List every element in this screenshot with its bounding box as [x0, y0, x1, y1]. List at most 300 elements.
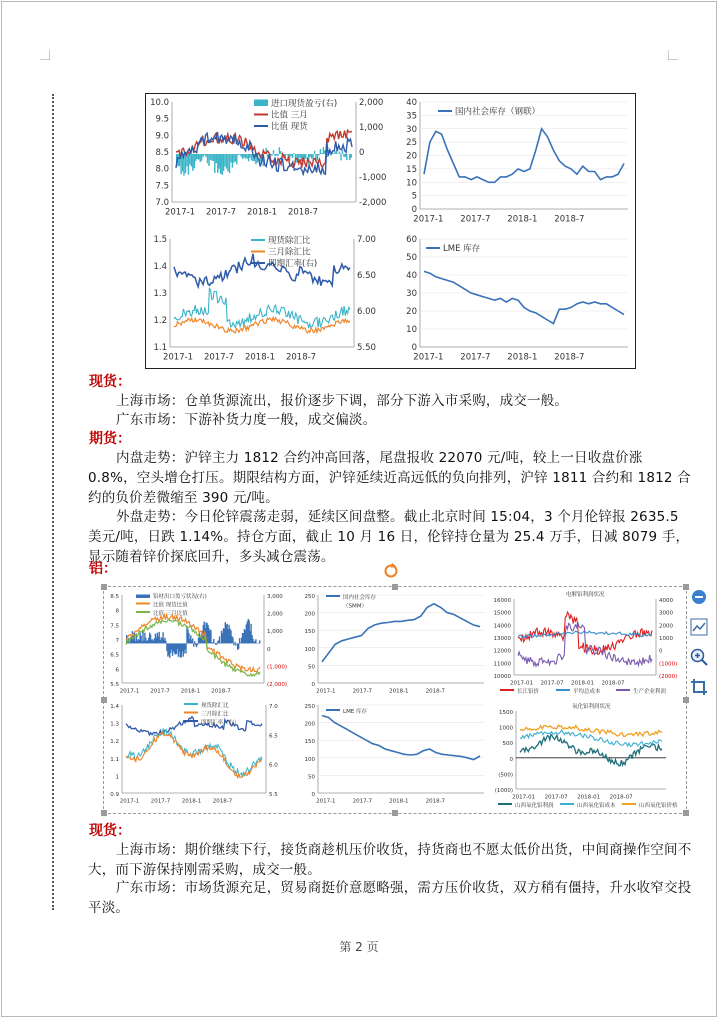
- y-tick-label: 1500: [499, 710, 513, 716]
- zinc-figure[interactable]: [145, 93, 636, 369]
- data-bar: [191, 154, 192, 166]
- y-tick-label: 50: [406, 253, 417, 263]
- x-tick-label: 2017-1: [316, 688, 336, 695]
- data-bar: [277, 154, 278, 156]
- legend-label: 比值 三月: [271, 110, 308, 121]
- y-tick-label: 200: [304, 721, 315, 728]
- data-bar: [314, 151, 315, 154]
- x-tick-label: 2018-1: [244, 352, 276, 363]
- data-bar: [245, 154, 246, 158]
- series-line: [126, 717, 262, 735]
- crop-icon[interactable]: [689, 677, 709, 697]
- data-bar: [204, 154, 205, 155]
- x-tick-label: 2018-7: [212, 798, 233, 805]
- legend-label: 进口现货盈亏(右): [271, 99, 338, 109]
- y2-tick-label: (2,000): [267, 682, 288, 688]
- y2-tick-label: 7.0: [269, 704, 278, 710]
- y-tick-label: 14000: [494, 623, 511, 630]
- y2-tick-label: (1,000): [267, 664, 288, 671]
- data-bar: [233, 643, 234, 645]
- legend-label: 现货除汇比: [268, 236, 311, 246]
- y-tick-label: 1.1: [110, 756, 119, 763]
- y-tick-label: 0: [411, 205, 417, 215]
- data-bar: [310, 154, 311, 157]
- zinc-chart-lme-stock: [396, 231, 634, 366]
- data-bar: [235, 643, 236, 645]
- data-bar: [213, 639, 214, 644]
- x-tick-label: 2017-7: [150, 688, 170, 695]
- data-bar: [197, 643, 198, 645]
- x-tick-label: 2018-1: [181, 798, 202, 805]
- data-bar: [214, 643, 215, 644]
- y2-tick-label: 5.50: [357, 343, 376, 353]
- al-chart-lme-stock: [300, 701, 490, 811]
- data-bar: [188, 154, 189, 175]
- y-tick-label: 1: [115, 774, 119, 781]
- y-tick-label: 0: [509, 756, 513, 763]
- zinc-chart-ratio: [146, 94, 396, 229]
- x-tick-label: 2018-07: [609, 794, 633, 801]
- y-tick-label: 8.5: [110, 594, 119, 600]
- x-tick-label: 2018-01: [571, 680, 595, 687]
- legend-label: 生产企业利润: [633, 689, 667, 695]
- y-tick-label: 1.2: [153, 316, 167, 326]
- y-tick-label: 10000: [494, 674, 511, 680]
- data-bar: [185, 154, 186, 173]
- resize-handle[interactable]: [101, 584, 107, 590]
- x-tick-label: 2017-7: [460, 214, 491, 225]
- y-tick-label: (500): [498, 772, 513, 779]
- y-tick-label: 100: [304, 756, 315, 763]
- y-tick-label: 100: [304, 646, 315, 653]
- data-bar: [232, 638, 233, 644]
- al-chart-alumina-profit: [494, 701, 684, 811]
- data-bar: [249, 154, 250, 158]
- y-tick-label: 7.0: [155, 198, 169, 208]
- y-tick-label: 10: [406, 178, 417, 189]
- zinc-chart-social-stock: [396, 94, 634, 229]
- zinc-chart-fx-ratio: [146, 231, 396, 366]
- x-tick-label: 2017-1: [162, 352, 194, 363]
- x-tick-label: 2018-7: [287, 207, 319, 218]
- legend-label: 三月除汇比: [268, 247, 311, 258]
- data-bar: [226, 154, 227, 169]
- y2-tick-label: 6.50: [357, 271, 376, 281]
- legend-label: 现货除汇比: [201, 703, 229, 709]
- x-tick-label: 2018-7: [425, 798, 446, 805]
- x-tick-label: 2017-07: [540, 680, 564, 687]
- y-tick-label: 13000: [494, 636, 511, 642]
- layout-options-icon[interactable]: [689, 617, 709, 637]
- y-tick-label: 0: [311, 682, 315, 688]
- y2-tick-label: 3000: [659, 610, 673, 617]
- data-bar: [219, 154, 220, 169]
- resize-handle[interactable]: [101, 697, 107, 703]
- data-bar: [236, 154, 237, 164]
- chart-title: 氧化铝利润状况: [572, 704, 611, 710]
- y-tick-label: 20: [406, 307, 417, 317]
- y-tick-label: 8.0: [155, 164, 169, 175]
- al-chart-ratio: [106, 589, 296, 699]
- series-line: [424, 271, 624, 323]
- x-tick-label: 2018-1: [507, 352, 538, 363]
- data-bar: [201, 154, 202, 161]
- data-bar: [232, 154, 233, 168]
- x-tick-label: 2018-1: [246, 207, 278, 218]
- rotate-handle-icon[interactable]: [383, 563, 399, 579]
- y-tick-label: 50: [308, 664, 315, 671]
- x-tick-label: 2017-07: [544, 794, 568, 801]
- legend-label: 比值 现货比值: [153, 602, 188, 609]
- y2-tick-label: 1,000: [267, 629, 283, 636]
- paragraph: 广东市场：市场货源充足，贸易商挺价意愿略强，需方压价收货，双方稍有僵持，升水收窄交投平淡。: [88, 880, 692, 916]
- x-tick-label: 2018-7: [554, 214, 585, 225]
- data-bar: [200, 154, 201, 162]
- legend-label: 长江铝价: [517, 689, 540, 695]
- data-bar: [323, 147, 324, 154]
- y2-tick-label: -2,000: [359, 198, 387, 208]
- collapse-icon[interactable]: [689, 587, 709, 607]
- data-bar: [222, 154, 223, 175]
- paragraph: 上海市场：仓单货源流出，报价逐步下调，部分下游入市采购，成交一般。: [116, 393, 569, 409]
- x-tick-label: 2017-1: [119, 798, 140, 805]
- data-bar: [193, 643, 194, 646]
- data-bar: [320, 149, 321, 154]
- data-bar: [207, 154, 208, 163]
- data-bar: [194, 641, 195, 643]
- data-bar: [211, 154, 212, 161]
- data-bar: [230, 154, 231, 163]
- series-line: [174, 289, 350, 329]
- y-tick-label: 12000: [494, 648, 511, 655]
- al-chart-fx-ratio: [106, 701, 296, 811]
- y-tick-label: 9.0: [155, 131, 169, 142]
- chart-title: 电解铝利润状况: [566, 592, 605, 598]
- data-bar: [220, 154, 221, 174]
- resize-handle[interactable]: [392, 810, 398, 816]
- series-line: [518, 622, 652, 666]
- y-tick-label: 15: [406, 164, 417, 175]
- data-bar: [242, 154, 243, 159]
- y-tick-label: 30: [406, 124, 417, 135]
- x-tick-label: 2018-7: [425, 688, 446, 695]
- legend-label: 山西氧化铝价格: [639, 803, 678, 809]
- section-heading-spot: 现货：: [89, 374, 131, 390]
- data-bar: [273, 150, 274, 154]
- legend-label: 即期汇率（右）: [201, 720, 240, 726]
- x-tick-label: 2017-7: [203, 352, 235, 363]
- data-bar: [334, 151, 335, 154]
- y-tick-label: 8.5: [155, 148, 169, 158]
- data-bar: [195, 154, 196, 161]
- data-bar: [214, 154, 215, 173]
- zoom-in-icon[interactable]: [689, 647, 709, 667]
- data-bar: [351, 154, 352, 158]
- y-tick-label: 60: [406, 235, 417, 245]
- data-bar: [248, 154, 249, 161]
- y-tick-label: 500: [502, 741, 513, 748]
- data-bar: [255, 639, 256, 643]
- y2-tick-label: (1000): [659, 661, 678, 668]
- y-tick-label: 16000: [494, 598, 511, 604]
- legend-label: 比值 现货: [271, 122, 308, 132]
- section-heading-al-spot: 现货：: [89, 823, 131, 839]
- legend-label: 平均总成本: [573, 689, 601, 695]
- resize-handle[interactable]: [101, 810, 107, 816]
- data-bar: [239, 154, 240, 155]
- legend-label: 国内社会库存: [343, 595, 377, 601]
- y-tick-label: 20: [406, 151, 417, 162]
- y-tick-label: 15000: [494, 610, 511, 617]
- x-tick-label: 2018-01: [577, 794, 601, 801]
- y-tick-label: 5: [411, 191, 417, 202]
- legend-label: 即期汇率(右): [268, 259, 318, 269]
- resize-handle[interactable]: [392, 584, 398, 590]
- data-bar: [235, 154, 236, 162]
- legend-label: 山西氧化铝成本: [577, 803, 616, 809]
- x-tick-label: 2018-1: [389, 688, 409, 695]
- data-bar: [197, 154, 198, 159]
- y2-tick-label: 0: [267, 646, 271, 653]
- y-tick-label: 5.5: [110, 682, 119, 688]
- y-tick-label: 0: [411, 343, 417, 353]
- data-bar: [349, 154, 350, 160]
- data-bar: [216, 643, 217, 644]
- paragraph: 内盘走势：沪锌主力 1812 合约冲高回落，尾盘报收 22070 元/吨，较上一日收盘价涨 0.8%，空头增仓打压。期限结构方面，沪锌延续近高远低的负向排列，沪锌 1811 合约和 1812 合约的负价差微缩至 390 元/吨。: [88, 450, 691, 506]
- y-tick-label: 1.5: [153, 235, 167, 245]
- y2-tick-label: 5.5: [269, 792, 278, 798]
- data-bar: [293, 153, 294, 154]
- data-bar: [318, 154, 319, 156]
- y-tick-label: 1.3: [110, 721, 119, 728]
- data-bar: [189, 154, 190, 165]
- data-bar: [165, 641, 166, 644]
- y-tick-label: 0.9: [110, 792, 119, 798]
- y-tick-label: 9.5: [155, 114, 169, 125]
- x-tick-label: 2017-7: [150, 798, 171, 805]
- data-bar: [198, 154, 199, 160]
- x-tick-label: 2017-1: [316, 798, 336, 805]
- data-bar: [280, 151, 281, 154]
- section-heading-aluminum: 铝：: [89, 561, 117, 577]
- y-tick-label: 1.3: [153, 289, 167, 299]
- y-tick-label: (1000): [494, 788, 513, 794]
- x-tick-label: 2017-7: [460, 352, 491, 363]
- image-toolbar: [689, 587, 711, 707]
- legend-label: （SMM）: [343, 603, 367, 610]
- resize-handle[interactable]: [683, 810, 689, 816]
- y2-tick-label: 2000: [659, 623, 673, 630]
- data-bar: [223, 154, 224, 171]
- data-bar: [241, 154, 242, 157]
- data-bar: [321, 153, 322, 154]
- data-bar: [317, 154, 318, 161]
- y-tick-label: 200: [304, 611, 315, 618]
- series-line: [322, 716, 480, 760]
- y2-tick-label: -1,000: [359, 173, 387, 183]
- data-bar: [238, 643, 239, 648]
- y-tick-label: 8: [115, 608, 119, 615]
- data-bar: [276, 154, 277, 156]
- paragraph: 上海市场：期价继续下行，接货商趁机压价收货，持货商也不愿太低价出货，中间商操作空间不大，而下游保持刚需采购，成交一般。: [88, 842, 692, 878]
- legend-label: 山西氧化铝利润: [515, 803, 554, 809]
- data-bar: [192, 154, 193, 171]
- series-line: [174, 254, 350, 287]
- data-bar: [233, 154, 234, 163]
- series-line: [520, 735, 662, 766]
- y2-tick-label: 1,000: [359, 123, 384, 133]
- data-bar: [339, 152, 340, 154]
- y-tick-label: 1000: [499, 725, 513, 732]
- data-bar: [271, 154, 272, 156]
- x-tick-label: 2018-07: [601, 680, 625, 687]
- data-bar: [234, 642, 235, 644]
- data-bar: [274, 154, 275, 156]
- paragraph: 外盘走势：今日伦锌震荡走弱，延续区间盘整。截止北京时间 15:04，3 个月伦锌报 2635.5 美元/吨，日跌 1.14%。持仓方面，截止 10 月 16 日，伦锌持仓量为 25.4 万手，日减 8079 手，显示随着锌价探底回升，多头减仓震荡。: [88, 509, 690, 565]
- x-tick-label: 2018-7: [554, 352, 585, 363]
- y2-tick-label: 3,000: [267, 594, 283, 600]
- data-bar: [219, 637, 220, 644]
- y2-tick-label: 6.00: [357, 307, 376, 317]
- y2-tick-label: 7.00: [357, 235, 376, 245]
- y-tick-label: 35: [406, 111, 417, 122]
- data-bar: [340, 154, 341, 160]
- x-tick-label: 2018-1: [389, 798, 409, 805]
- y2-tick-label: 6.5: [269, 733, 278, 740]
- page-footer: 第 2 页: [339, 940, 379, 954]
- y2-tick-label: 6.0: [269, 762, 278, 769]
- legend-swatch: [136, 595, 150, 599]
- y-tick-label: 50: [308, 774, 315, 781]
- y-tick-label: 1.1: [153, 343, 167, 353]
- data-bar: [185, 643, 186, 653]
- data-bar: [251, 154, 252, 160]
- y-tick-label: 40: [406, 98, 417, 108]
- data-bar: [227, 154, 228, 171]
- data-bar: [217, 154, 218, 173]
- x-tick-label: 2018-1: [180, 688, 201, 695]
- y-tick-label: 11000: [494, 661, 511, 668]
- data-bar: [213, 154, 214, 161]
- al-chart-electrolysis-profit: [494, 589, 684, 699]
- x-tick-label: 2017-1: [164, 207, 196, 218]
- y2-tick-label: 1000: [659, 636, 673, 642]
- data-bar: [210, 154, 211, 160]
- paragraph: 广东市场：下游补货力度一般，成交偏淡。: [116, 412, 377, 428]
- data-bar: [208, 154, 209, 166]
- y-tick-label: 40: [406, 271, 417, 281]
- y2-tick-label: 2,000: [267, 611, 283, 618]
- data-bar: [333, 153, 334, 154]
- y2-tick-label: 0: [359, 148, 365, 158]
- x-tick-label: 2017-1: [119, 688, 140, 695]
- data-bar: [224, 154, 225, 167]
- data-bar: [244, 154, 245, 158]
- data-bar: [229, 154, 230, 173]
- y-tick-label: 250: [304, 594, 315, 600]
- binding-gutter: [52, 94, 54, 910]
- y-tick-label: 6.5: [110, 652, 119, 659]
- data-bar: [290, 154, 291, 156]
- aluminum-figure[interactable]: [103, 586, 687, 814]
- y-tick-label: 1.2: [110, 739, 119, 746]
- legend-label: 国内社会库存（钢联）: [455, 107, 541, 117]
- x-tick-label: 2017-1: [413, 352, 444, 363]
- series-line: [520, 725, 662, 736]
- x-tick-label: 2017-1: [413, 214, 444, 225]
- data-bar: [257, 643, 258, 644]
- y2-tick-label: 4000: [659, 598, 673, 604]
- y-tick-label: 10.0: [150, 98, 169, 108]
- data-bar: [259, 640, 260, 643]
- y-tick-label: 250: [304, 704, 315, 710]
- corner-mark-top-right: [668, 50, 678, 60]
- data-bar: [345, 154, 346, 157]
- x-tick-label: 2017-01: [512, 794, 536, 801]
- data-bar: [342, 150, 343, 154]
- x-tick-label: 2017-7: [352, 798, 373, 805]
- y2-tick-label: (2000): [659, 674, 678, 680]
- legend-label: LME 库存: [443, 244, 481, 254]
- data-bar: [346, 154, 347, 160]
- legend-label: 铝材出口盈亏状况(右): [153, 594, 207, 600]
- y-tick-label: 7.5: [110, 623, 119, 630]
- data-bar: [311, 154, 312, 159]
- data-bar: [210, 630, 211, 644]
- legend-label: 三月除汇比: [201, 711, 229, 718]
- x-tick-label: 2017-01: [510, 680, 534, 687]
- y2-tick-label: 0: [659, 648, 663, 655]
- y2-tick-label: 2,000: [359, 98, 384, 108]
- x-tick-label: 2018-7: [211, 688, 231, 695]
- y-tick-label: 1.4: [153, 262, 167, 272]
- data-bar: [343, 154, 344, 157]
- data-bar: [246, 154, 247, 159]
- series-line: [174, 317, 350, 333]
- y-tick-label: 150: [304, 739, 315, 746]
- corner-mark-top-left: [40, 50, 50, 60]
- data-bar: [192, 639, 193, 644]
- y-tick-label: 7.5: [155, 181, 169, 192]
- data-bar: [292, 154, 293, 158]
- y-tick-label: 30: [406, 289, 417, 299]
- x-tick-label: 2018-1: [507, 214, 538, 225]
- series-line: [126, 732, 262, 778]
- data-bar: [194, 154, 195, 168]
- legend-label: 比值 三月比值: [153, 611, 188, 617]
- data-bar: [286, 154, 287, 155]
- y-tick-label: 10: [406, 325, 417, 335]
- data-bar: [205, 154, 206, 157]
- legend-label: LME 库存: [343, 709, 368, 715]
- legend-swatch: [254, 100, 268, 107]
- x-tick-label: 2017-7: [205, 207, 237, 218]
- al-chart-social-stock: [300, 589, 490, 699]
- section-heading-futures: 期货：: [89, 431, 131, 447]
- data-bar: [305, 154, 306, 159]
- x-tick-label: 2018-7: [285, 352, 317, 363]
- y-tick-label: 0: [311, 792, 315, 798]
- data-bar: [238, 154, 239, 155]
- data-bar: [279, 147, 280, 154]
- y-tick-label: 25: [406, 138, 417, 149]
- data-bar: [202, 154, 203, 157]
- y-tick-label: 150: [304, 629, 315, 636]
- y-tick-label: 1.4: [110, 704, 119, 710]
- data-bar: [299, 154, 300, 158]
- y-tick-label: 7: [115, 638, 119, 644]
- y-tick-label: 6: [115, 667, 119, 674]
